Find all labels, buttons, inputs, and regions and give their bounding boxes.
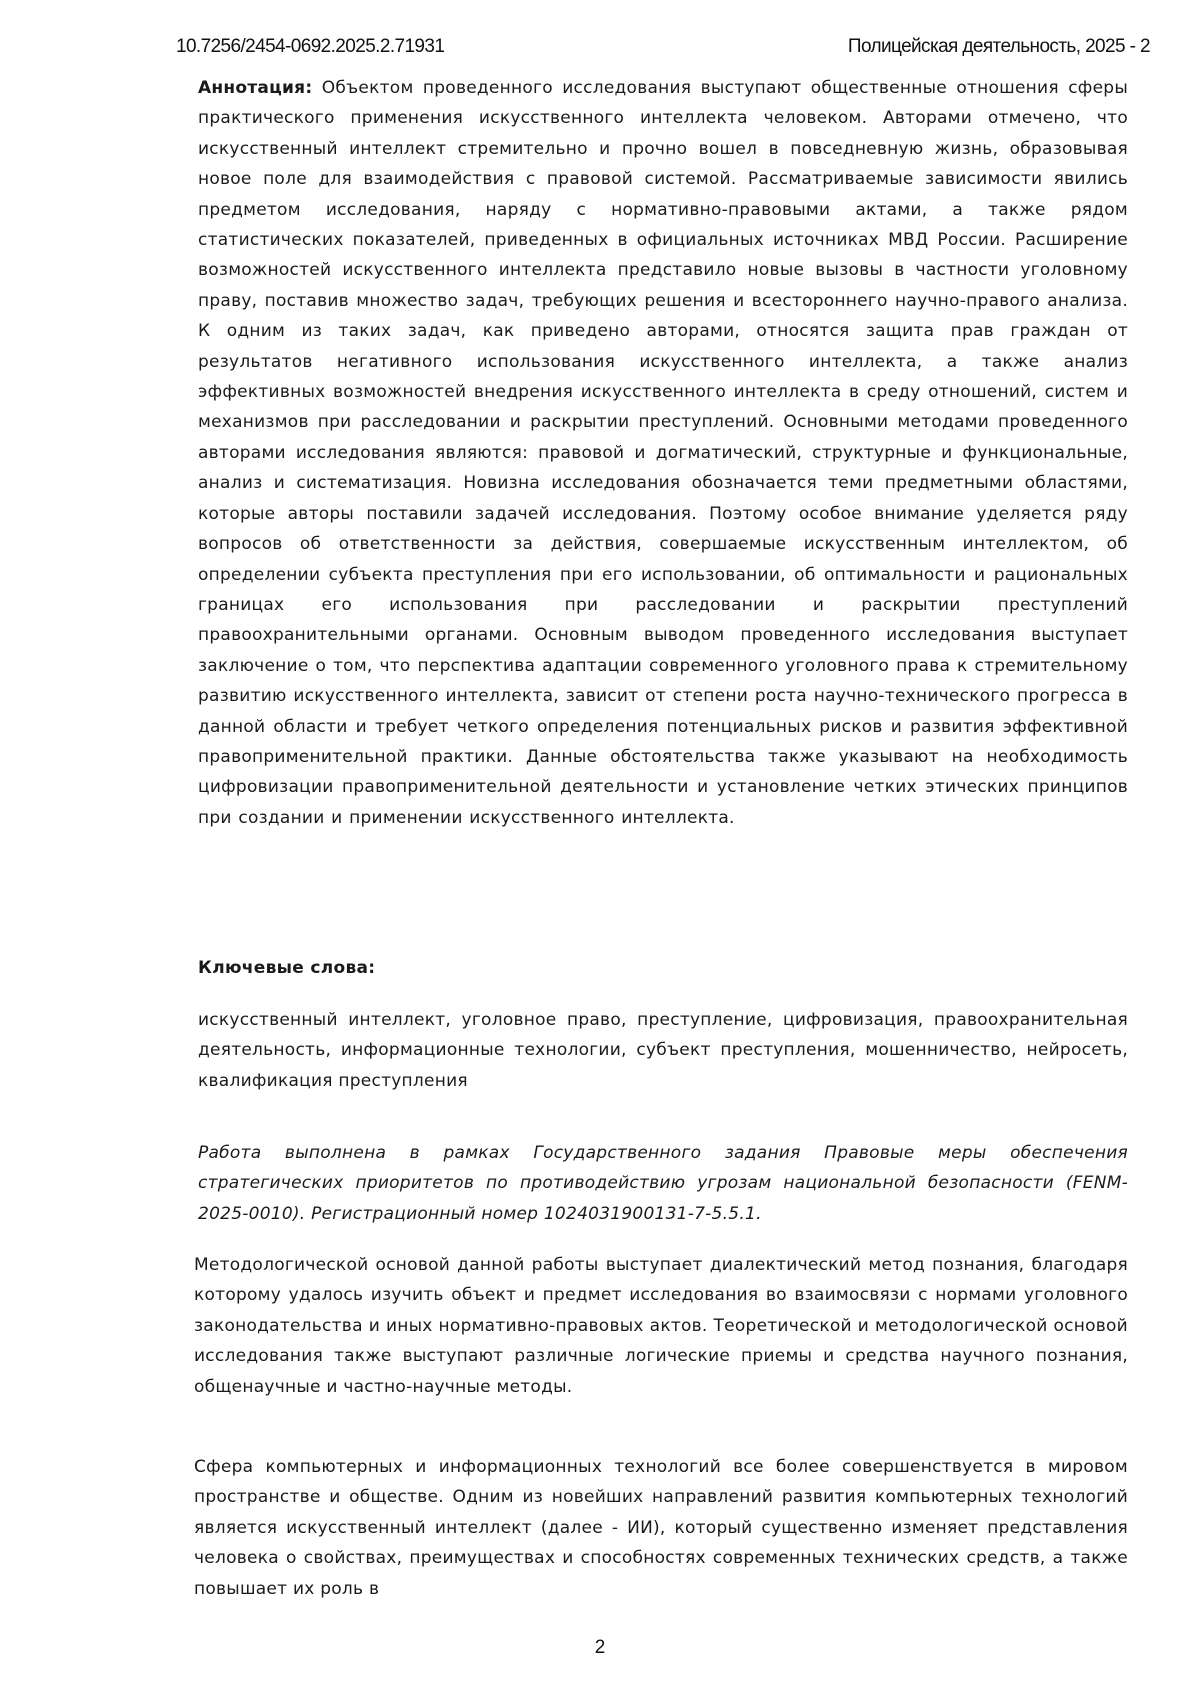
journal-title: Полицейская деятельность, 2025 - 2 (847, 36, 1150, 57)
funding-note: Работа выполнена в рамках Государственного задания Правовые меры обеспечения стратегических приоритетов по противодействию угрозам национальной безопасности (FENM-2025-0010). Регистрационный номер 1024031900131-7-5.5.1. (198, 1143, 1128, 1224)
running-header (176, 36, 1150, 60)
abstract-text: Объектом проведенного исследования выступают общественные отношения сферы практического применения искусственного интеллекта человеком. Авторами отмечено, что искусственный интеллект стремительно и прочно вошел в повседневную жизнь, образовывая новое поле для взаимодействия с правовой системой. Рассматриваемые зависимости явились предметом исследования, наряду с нормативно-правовыми актами, а также рядом статистических показателей, приведенных в официальных источниках МВД России. Расширение возможностей искусственного интеллекта представило новые вызовы в частности уголовному праву, поставив множество задач, требующих решения и всестороннего научно-правого анализа. К одним из таких задач, как приведено авторами, относятся защита прав граждан от результатов негативного использования искусственного интеллекта, а также анализ эффективных возможностей внедрения искусственного интеллекта в среду отношений, систем и механизмов при расследовании и раскрытии преступлений. Основными методами проведенного авторами исследования являются: правовой и догматический, структурные и функциональные, анализ и систематизация. Новизна исследования обозначается теми предметными областями, которые авторы поставили задачей исследования. Поэтому особое внимание уделяется ряду вопросов об ответственности за действия, совершаемые искусственным интеллектом, об определении субъекта преступления при его использовании, об оптимальности и рациональных границах его использования при расследовании и раскрытии преступлений правоохранительными органами. Основным выводом проведенного исследования выступает заключение о том, что перспектива адаптации современного уголовного права к стремительному развитию искусственного интеллекта, зависит от степени роста научно-технического прогресса в данной области и требует четкого определения потенциальных рисков и развития эффективной правоприменительной практики. Данные обстоятельства также указывают на необходимость цифровизации правоприменительной деятельности и установление четких этических принципов при создании и применении искусственного интеллекта. (198, 78, 1129, 828)
page-number: 2 (594, 1637, 606, 1658)
body-paragraph: Методологической основой данной работы выступает диалектический метод познания, благодаря которому удалось изучить объект и предмет исследования во взаимосвязи с нормами уголовного законодательства и иных нормативно-правовых актов. Теоретической и методологической основой исследования также выступают различные логические приемы и средства научного познания, общенаучные и частно-научные методы. (194, 1255, 1128, 1397)
keywords-heading: Ключевые слова: (198, 958, 376, 978)
doi: 10.7256/2454-0692.2025.2.71931 (176, 36, 445, 57)
body-paragraph: Сфера компьютерных и информационных технологий все более совершенствуется в мировом пространстве и обществе. Одним из новейших направлений развития компьютерных технологий является искусственный интеллект (далее - ИИ), который существенно изменяет представления человека о свойствах, преимуществах и способностях современных технических средств, а также повышает их роль в (194, 1457, 1128, 1599)
keywords-list: искусственный интеллект, уголовное право, преступление, цифровизация, правоохранительная деятельность, информационные технологии, субъект преступления, мошенничество, нейросеть, квалификация преступления (198, 1010, 1128, 1091)
abstract-label: Аннотация: (198, 78, 313, 98)
abstract (198, 73, 1128, 833)
